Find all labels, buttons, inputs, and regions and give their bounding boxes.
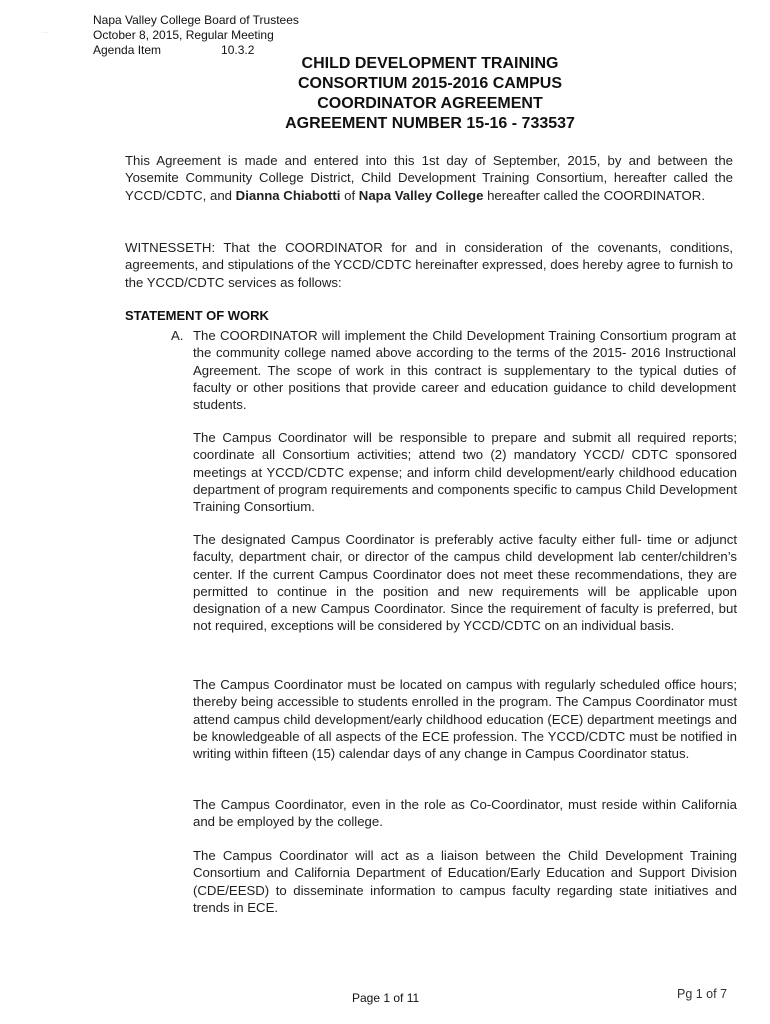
document-title: [240, 54, 620, 134]
agenda-number: 10.3.2: [221, 43, 255, 57]
meeting-header: [93, 13, 299, 58]
title-line-1: CHILD DEVELOPMENT TRAINING: [301, 55, 559, 72]
scan-speck: · ·: [42, 30, 48, 36]
coordinator-residency-paragraph: The Campus Coordinator, even in the role as Co-Coordinator, must reside within California and be employed by the college.: [193, 797, 737, 830]
college-name: Napa Valley College: [358, 187, 484, 203]
title-line-4: AGREEMENT NUMBER 15-16 - 733537: [285, 115, 575, 132]
title-line-2: CONSORTIUM 2015-2016 CAMPUS: [297, 75, 563, 92]
header-board-name: Napa Valley College Board of Trustees: [93, 13, 299, 27]
item-a: [171, 327, 736, 413]
item-a-marker: A.: [171, 328, 184, 343]
coordinator-liaison-paragraph: The Campus Coordinator will act as a liaison between the Child Development Training Consortium and California Department of Education/Early Education and Support Division (CDE/EESD) to disseminate information to campus faculty regarding state initiatives and trends in ECE.: [193, 848, 737, 915]
coordinator-name: Dianna Chiabotti: [235, 187, 341, 203]
header-meeting-date: October 8, 2015, Regular Meeting: [93, 28, 274, 42]
item-a-text: The COORDINATOR will implement the Child Development Training Consortium program at the community college named above according to the terms of the 2015- 2016 Instructional Agreement. The scope of work in this contract is supplementary to the typical duties of faculty or other positions that provide career and education guidance to child development students.: [193, 328, 736, 413]
page-number: Page 1 of 11: [352, 991, 420, 1005]
intro-after: hereafter called the COORDINATOR.: [487, 187, 705, 203]
statement-of-work-heading: STATEMENT OF WORK: [125, 308, 269, 323]
title-line-3: COORDINATOR AGREEMENT: [317, 95, 543, 112]
intro-paragraph: [125, 152, 733, 204]
coordinator-qualifications-paragraph: The designated Campus Coordinator is preferably active faculty either full- time or adjunct faculty, department chair, or director of the campus child development lab center/children’s center. If the current Campus Coordinator does not meet these recommendations, they are permitted to continue in the position and new requirements will be applicable upon designation of a new Campus Coordinator. Since the requirement of faculty is preferred, but not required, exceptions will be considered by YCCD/CDTC on an individual basis.: [193, 532, 737, 634]
coordinator-location-paragraph: The Campus Coordinator must be located on campus with regularly scheduled office hours; thereby being accessible to students enrolled in the program. The Campus Coordinator must attend campus child development/early childhood education (ECE) department meetings and be knowledgeable of all aspects of the ECE profession. The YCCD/CDTC must be notified in writing within fifteen (15) calendar days of any change in Campus Coordinator status.: [193, 677, 737, 762]
intro-text: This Agreement is made and entered into this 1st day of September, 2015, by and between the Yosemite Community College District, Child Development Training Consortium, hereafter called the YCCD/CDTC, and: [125, 153, 733, 203]
agenda-label: Agenda Item: [93, 43, 162, 57]
intro-of: of: [344, 187, 356, 203]
witnesseth-paragraph: WITNESSETH: That the COORDINATOR for and in consideration of the covenants, conditions, agreements, and stipulations of the YCCD/CDTC hereinafter expressed, does hereby agree to furnish to the YCCD/CDTC services as follows:: [125, 240, 733, 290]
coordinator-responsibilities-paragraph: The Campus Coordinator will be responsible to prepare and submit all required reports; coordinate all Consortium activities; attend two (2) mandatory YCCD/ CDTC sponsored meetings at YCCD/CDTC expense; and inform child development/early childhood education department of program requirements and components specific to campus Child Development Training Consortium.: [193, 430, 737, 515]
pg-number: Pg 1 of 7: [677, 987, 728, 1001]
